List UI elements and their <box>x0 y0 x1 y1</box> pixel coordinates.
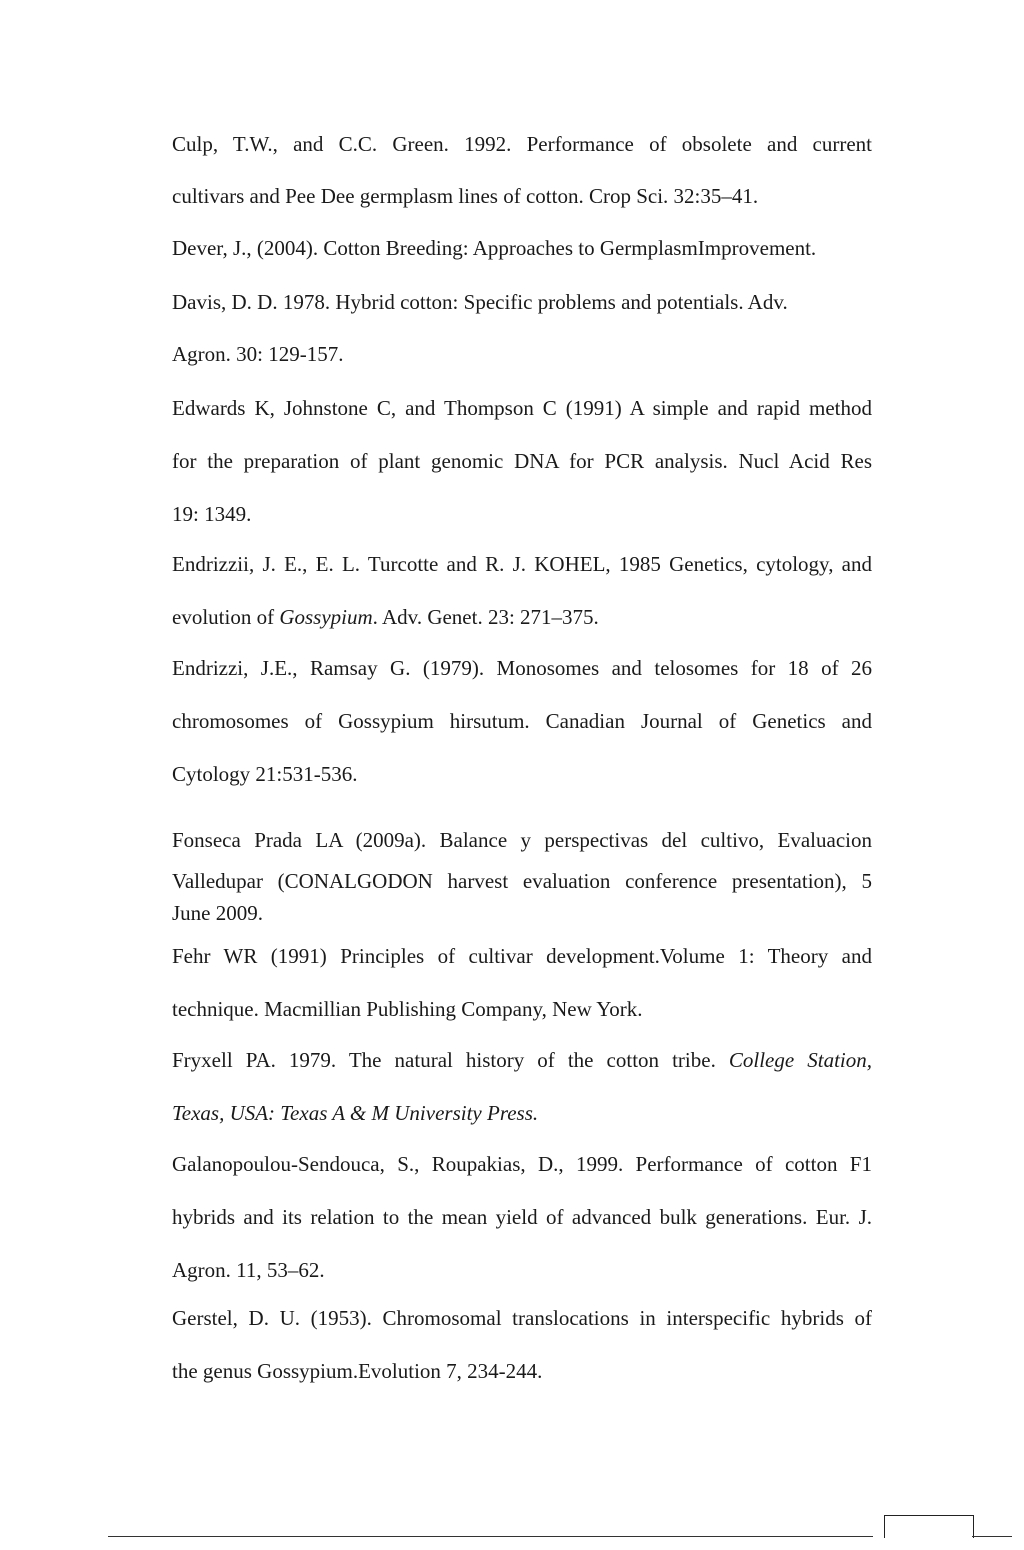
reference-line: Endrizzi, J.E., Ramsay G. (1979). Monosomes and telosomes for 18 of 26 <box>172 656 872 680</box>
reference-fonseca <box>172 828 872 925</box>
footer-rule <box>108 1536 873 1537</box>
reference-endrizzi <box>172 656 872 786</box>
reference-line: June 2009. <box>172 901 263 925</box>
species-name: Gossypium <box>279 605 373 629</box>
reference-line: Dever, J., (2004). Cotton Breeding: Approaches to GermplasmImprovement. <box>172 236 817 260</box>
reference-line: Valledupar (CONALGODON harvest evaluation conference presentation), 5 <box>172 869 872 893</box>
reference-dever <box>172 236 872 260</box>
reference-line: cultivars and Pee Dee germplasm lines of cotton. Crop Sci. 32:35–41. <box>172 184 759 208</box>
reference-line: hybrids and its relation to the mean yield of advanced bulk generations. Eur. J. <box>172 1205 872 1229</box>
footer-box-divider <box>884 1515 974 1538</box>
reference-line: technique. Macmillian Publishing Company, New York. <box>172 997 643 1021</box>
reference-line: Endrizzii, J. E., E. L. Turcotte and R. J. KOHEL, 1985 Genetics, cytology, and <box>172 552 872 576</box>
reference-line: Agron. 30: 129-157. <box>172 342 344 366</box>
reference-text: evolution of <box>172 605 280 629</box>
reference-line <box>172 605 872 629</box>
footer-rule-tail <box>972 1536 1012 1537</box>
reference-line: Cytology 21:531-536. <box>172 762 358 786</box>
reference-fehr <box>172 944 872 1021</box>
reference-line: for the preparation of plant genomic DNA for PCR analysis. Nucl Acid Res <box>172 449 872 473</box>
reference-fryxell <box>172 1048 872 1125</box>
reference-line: Gerstel, D. U. (1953). Chromosomal translocations in interspecific hybrids of <box>172 1306 872 1330</box>
reference-culp <box>172 132 872 208</box>
reference-line <box>172 1048 872 1072</box>
reference-line <box>172 1101 872 1125</box>
reference-text: . Adv. Genet. 23: 271–375. <box>372 605 599 629</box>
publisher-name: Texas, USA: Texas A & M University Press. <box>172 1101 539 1125</box>
reference-line: Fehr WR (1991) Principles of cultivar development.Volume 1: Theory and <box>172 944 872 968</box>
reference-line: Culp, T.W., and C.C. Green. 1992. Performance of obsolete and current <box>172 132 872 156</box>
reference-endrizzii <box>172 552 872 629</box>
reference-line: Davis, D. D. 1978. Hybrid cotton: Specific problems and potentials. Adv. <box>172 290 788 314</box>
reference-line: chromosomes of Gossypium hirsutum. Canadian Journal of Genetics and <box>172 709 872 733</box>
reference-gerstel <box>172 1306 872 1383</box>
reference-line: Galanopoulou-Sendouca, S., Roupakias, D., 1999. Performance of cotton F1 <box>172 1152 872 1176</box>
reference-galanopoulou <box>172 1152 872 1282</box>
reference-davis <box>172 290 872 366</box>
reference-edwards <box>172 396 872 526</box>
reference-line: the genus Gossypium.Evolution 7, 234-244. <box>172 1359 543 1383</box>
reference-text: Fryxell PA. 1979. The natural history of the cotton tribe. <box>172 1048 729 1072</box>
publisher-location: College Station, <box>728 1048 872 1072</box>
reference-line: 19: 1349. <box>172 502 252 526</box>
reference-line: Edwards K, Johnstone C, and Thompson C (1991) A simple and rapid method <box>172 396 872 420</box>
reference-line: Agron. 11, 53–62. <box>172 1258 325 1282</box>
reference-line: Fonseca Prada LA (2009a). Balance y perspectivas del cultivo, Evaluacion <box>172 828 872 852</box>
